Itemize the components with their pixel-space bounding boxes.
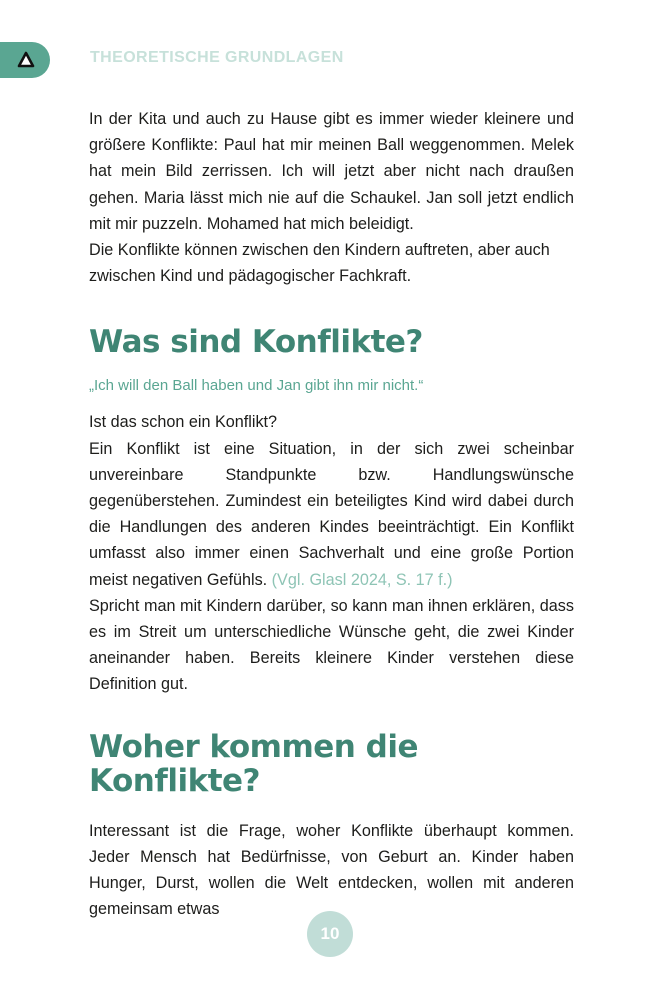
triangle-icon [17,51,35,69]
heading-line-2: Konflikte? [89,762,261,799]
intro-paragraph-2: Die Konflikte können zwischen den Kindern auftreten, aber auch zwischen Kind und pädagogischer Fachkraft. [89,241,550,286]
citation: (Vgl. Glasl 2024, S. 17 f.) [271,570,453,589]
section-label: THEORETISCHE GRUNDLAGEN [90,49,344,66]
definition-paragraph [89,436,574,593]
page-content [89,106,574,922]
heading-woher-kommen [89,730,574,798]
page-number-badge: 10 [307,911,353,957]
origin-paragraph: Interessant ist die Frage, woher Konflikte überhaupt kommen. Jeder Mensch hat Bedürfnisse, von Geburt an. Kinder haben Hunger, Durst, wollen die Welt entdecken, wollen mit anderen gemeinsam etwas [89,821,574,919]
question-text: Ist das schon ein Konflikt? [89,413,278,432]
section-tab [0,42,50,78]
explanation-paragraph: Spricht man mit Kindern darüber, so kann man ihnen erklären, dass es im Streit um unterschiedliche Wünsche geht, die zwei Kinder aneinander haben. Bereits kleinere Kinder verstehen diese Definition gut. [89,596,574,694]
heading-was-sind-konflikte: Was sind Konflikte? [89,324,423,361]
example-quote: „Ich will den Ball haben und Jan gibt ihn mir nicht.“ [89,377,424,395]
heading-line-1: Woher kommen die [89,728,418,765]
intro-paragraph-1: In der Kita und auch zu Hause gibt es immer wieder kleinere und größere Konflikte: Paul hat mir meinen Ball weggenommen. Melek hat mein Bild zerrissen. Ich will jetzt aber nicht nach draußen gehen. Maria lässt mich nie auf die Schaukel. Jan soll jetzt endlich mit mir puzzeln. Mohamed hat mich beleidigt. [89,110,574,233]
definition-text: Ein Konflikt ist eine Situation, in der sich zwei scheinbar unvereinbare Standpunkte bzw. Handlungswünsche gegenüberstehen. Zumindest ein beteiligtes Kind wird dabei durch die Handlungen des anderen Kindes beeinträchtigt. Ein Konflikt umfasst also immer einen Sachverhalt und eine große Portion meist negativen Gefühls. [89,439,574,589]
